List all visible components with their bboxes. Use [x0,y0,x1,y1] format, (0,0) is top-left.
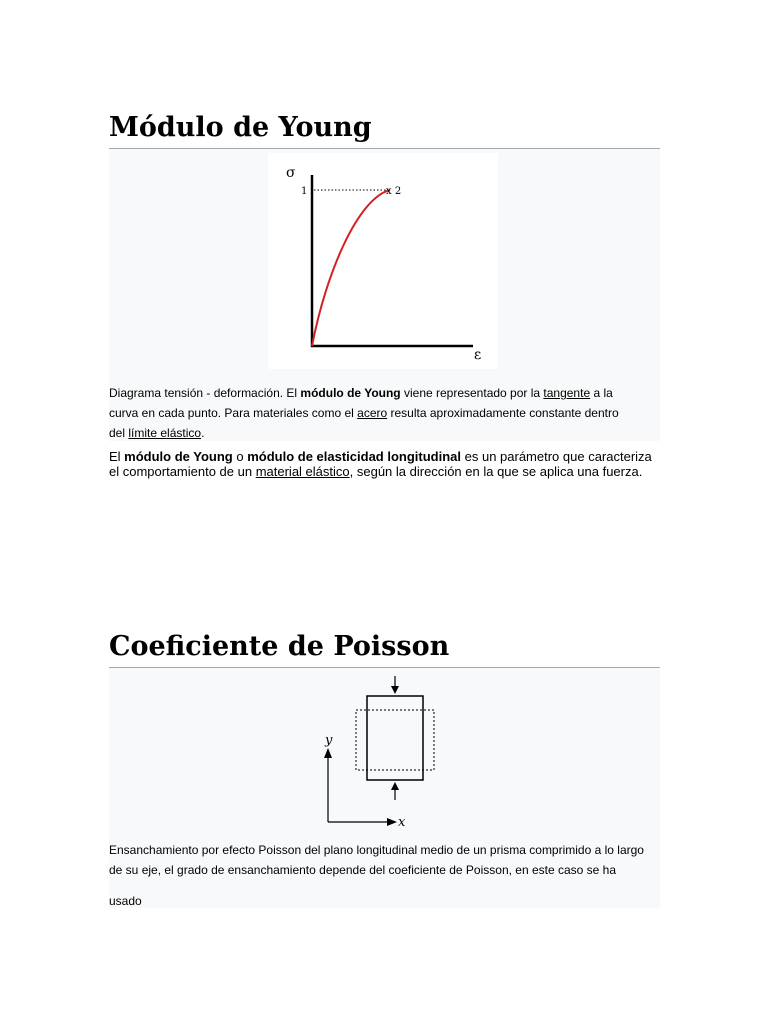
sigma-label: σ [286,165,296,181]
link-material-elastico[interactable]: material elástico [255,464,350,479]
paragraph-text: , según la dirección en la que se aplica una fuerza. [349,464,643,479]
young-heading: Módulo de Young [109,112,660,149]
paragraph-text: es un parámetro que caracteriza el comportamiento de un [109,449,652,479]
point-2-label: x 2 [386,186,402,197]
x-axis-arrow [387,818,397,826]
caption-text: a la curva en cada punto. Para materiales como el [109,386,613,420]
young-caption [109,383,637,443]
young-paragraph [109,449,660,479]
paragraph-bold-term: módulo de elasticidad longitudinal [247,449,462,464]
poisson-figure [109,668,660,908]
stress-strain-curve [312,190,390,346]
paragraph-text: o [232,449,248,464]
poisson-heading: Coeficiente de Poisson [109,631,660,668]
caption-bold-term: módulo de Young [300,386,401,400]
caption-text: viene representado por la [400,386,544,400]
poisson-diagram [317,674,457,834]
stress-strain-diagram [268,153,498,369]
y-axis-arrow [324,748,332,758]
link-tangente[interactable]: tangente [543,386,591,400]
poisson-caption-line: usado [109,894,142,908]
paragraph-bold-term: módulo de Young [124,449,233,464]
link-limite-elastico[interactable]: límite elástico [128,426,202,440]
epsilon-label: ε [474,347,482,363]
bottom-arrow-head [391,782,399,790]
poisson-caption [109,840,660,911]
link-acero[interactable]: acero [357,406,388,420]
young-figure [109,149,660,441]
paragraph-text: El [109,449,125,464]
caption-text: Diagrama tensión - deformación. El [109,386,301,400]
poisson-section [109,631,660,908]
x-axis-label: x [398,815,406,830]
top-arrow-head [391,686,399,694]
caption-text: resulta aproximadamente constante dentro del [109,406,619,440]
original-prism [367,696,423,780]
y-axis-label: y [325,733,333,748]
young-section [109,112,660,479]
point-1-label: 1 [301,186,308,197]
stress-strain-svg [268,153,498,369]
poisson-caption-line: Ensanchamiento por efecto Poisson del plano longitudinal medio de un prisma comprimido a lo largo de su eje, el grado de ensanchamiento depende del coeficiente de Poisson, en este caso se ha [109,843,644,877]
caption-text: . [201,426,205,440]
